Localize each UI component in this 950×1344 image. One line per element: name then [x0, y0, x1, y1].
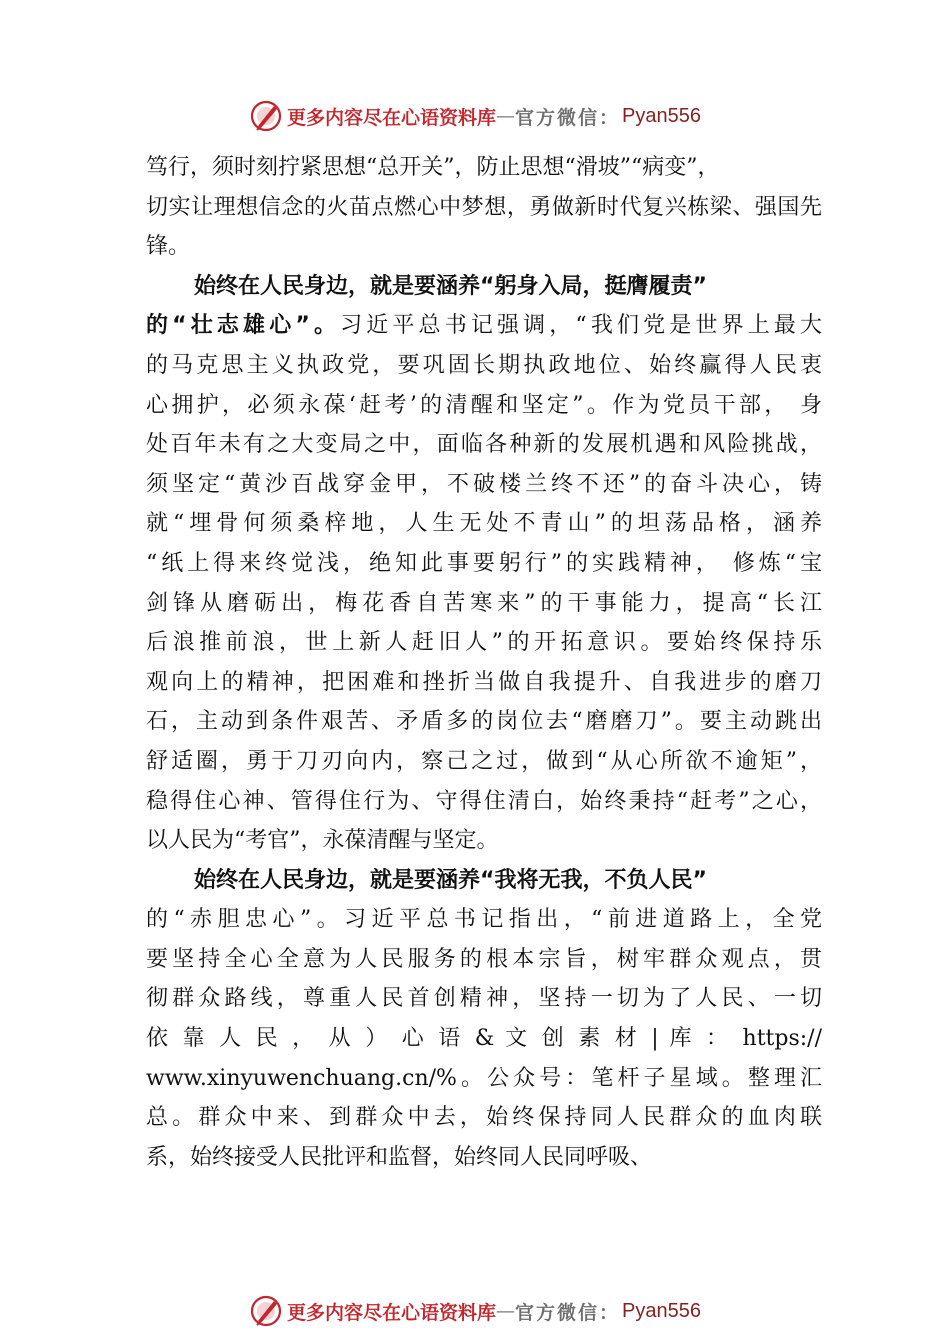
body-line-mixed: [146, 306, 822, 346]
body-line: 彻群众路线，尊重人民首创精神，坚持一切为了人民、一切: [146, 986, 822, 1012]
body-line: 石，主动到条件艰苦、矛盾多的岗位去“磨磨刀”。要主动跳出: [146, 709, 822, 735]
official-wechat-label: 官方微信：: [515, 1301, 621, 1324]
section-heading-line: 始终在人民身边，就是要涵养“我将无我，不负人民”: [194, 867, 707, 893]
quill-circle-icon: [249, 99, 283, 133]
body-line: 系，始终接受人民批评和监督，始终同人民同呼吸、: [146, 1144, 653, 1170]
body-line: 依 靠 人 民 ， 从 ） 心 语 & 文 创 素 材 | 库 ： https://: [146, 1026, 822, 1052]
document-body: [146, 148, 822, 1177]
body-line: 处百年未有之大变局之中，面临各种新的发展机遇和风险挑战，: [146, 432, 822, 458]
wechat-id: Pyan556: [622, 104, 701, 127]
body-line: 心拥护，必须永葆‘赶考’的清醒和坚定”。作为党员干部， 身: [146, 392, 822, 418]
body-line: 要坚持全心全意为人民服务的根本宗旨，树牢群众观点，贯: [146, 946, 822, 972]
body-line: 舒适圈，勇于刀刃向内，察己之过，做到“从心所欲不逾矩”，: [146, 748, 822, 774]
section-heading-tail: 的“壮志雄心”。: [146, 313, 341, 339]
body-line: 以人民为“考官”，永葆清醒与坚定。: [146, 828, 499, 854]
wechat-id: Pyan556: [622, 1299, 701, 1322]
body-line: 总。群众中来、到群众中去，始终保持同人民群众的血肉联: [146, 1105, 822, 1131]
footer-banner: [0, 1291, 950, 1331]
body-line: 锋。: [146, 234, 191, 260]
body-line: “纸上得来终觉浅，绝知此事要躬行”的实践精神， 修炼“宝: [146, 550, 822, 576]
body-line: 就“埋骨何须桑梓地，人生无处不青山”的坦荡品格，涵养: [146, 511, 822, 537]
official-wechat-label: 官方微信：: [515, 106, 621, 129]
quill-circle-icon: [249, 1294, 283, 1328]
banner-dash: —: [496, 1300, 516, 1322]
promo-text: 更多内容尽在心语资料库: [287, 1301, 497, 1324]
section-heading-line: 始终在人民身边，就是要涵养“躬身入局，挺膺履责”: [194, 273, 707, 299]
body-line: 的“赤胆忠心”。习近平总书记指出，“前进道路上，全党: [146, 907, 822, 933]
promo-text: 更多内容尽在心语资料库: [287, 106, 497, 129]
body-line: 剑锋从磨砺出，梅花香自苦寒来”的干事能力，提高“长江: [146, 590, 822, 616]
body-line: www.xinyuwenchuang.cn/%。公众号：笔杆子星域。整理汇: [146, 1065, 822, 1091]
body-line: 稳得住心神、管得住行为、守得住清白，始终秉持“赶考”之心，: [146, 788, 822, 814]
header-banner: [0, 96, 950, 136]
body-line: 的马克思主义执政党，要巩固长期执政地位、始终赢得人民衷: [146, 352, 822, 378]
body-text-segment: 习近平总书记强调，“我们党是世界上最大: [340, 313, 822, 339]
body-line: 切实让理想信念的火苗点燃心中梦想，勇做新时代复兴栋梁、强国先: [146, 194, 822, 220]
body-line: 须坚定“黄沙百战穿金甲，不破楼兰终不还”的奋斗决心，铸: [146, 471, 822, 497]
body-line: 笃行，须时刻拧紧思想“总开关”，防止思想“滑坡”“病变”，: [146, 155, 720, 180]
body-line: 观向上的精神，把困难和挫折当做自我提升、自我进步的磨刀: [146, 669, 822, 695]
body-line: 后浪推前浪，世上新人赶旧人”的开拓意识。要始终保持乐: [146, 630, 822, 656]
banner-dash: —: [496, 105, 516, 127]
